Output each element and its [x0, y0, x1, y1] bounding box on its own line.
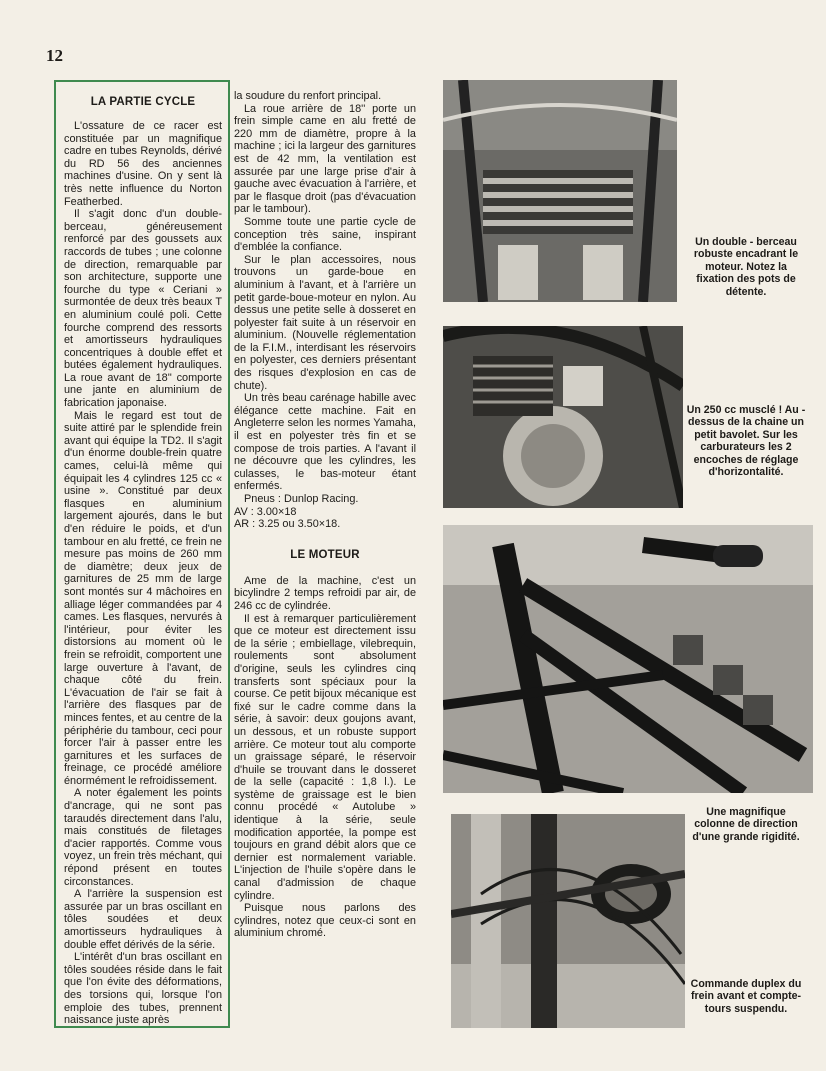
caption-steering-column: Une magnifique colonne de direction d'une grande rigidité. [692, 806, 800, 843]
paragraph: A noter également les points d'ancrage, qui ne sont pas taraudés directement dans l'alu, mais constitués de filetages d'acier rapportés. Comme vous voyez, un frein très méchant, qui répond présent en toutes circonstances. [64, 787, 222, 888]
paragraph: L'ossature de ce racer est constituée par un magnifique cadre en tubes Reynolds, dérivé du RD 56 des anciennes machines d'usine. On y sent là très nette influence du Norton Featherbed. [64, 120, 222, 208]
section-heading-moteur: LE MOTEUR [290, 548, 360, 561]
paragraph: A l'arrière la suspension est assurée par un bras oscillant en tôles soudées et deux amortisseurs hydrauliques à double effet dérivés de la série. [64, 888, 222, 951]
paragraph: Mais le regard est tout de suite attiré par le splendide frein avant qui équipe la TD2. Il s'agit d'un énorme double-frein quatre cames, celui-là même qui équipait les 4 cylindres 125 cc « usine ». Constitué par deux flasques en aluminium largement ajourés, dans le but d'en réduire le poids, et d'un tambour en alu fretté, ce frein ne mesure pas moins de 260 mm de diamètre; deux jeux de garnitures de 25 mm de large sont montés sur 4 mâchoires en alliage léger commandées par 4 cames. Les flasques, nervurés à l'intérieur, pour éviter les distorsions au moment où le frein se refroidit, comportent une large ouverture à l'avant, de chaque côté du frein. L'évacuation de l'air se fait à l'arrière des flasques par de minces fentes, et au centre de la périphérie du tambour, ceci pour forcer l'air à passer entre les garnitures et les surfaces de freinage, ce procédé améliore énormément le refroidissement. [64, 409, 222, 787]
paragraph: La roue arrière de 18'' porte un frein simple came en alu fretté de 220 mm de diamètre, propre à la machine ; ici la largeur des garnitures est de 42 mm, la ventilation est assurée par une large prise d'air à gauche avec évacuation à l'arrière, et par le flasque droit (pas d'évacuation par le tambour). [234, 102, 416, 216]
photo-steering-column [443, 525, 813, 793]
page-number: 12 [46, 46, 63, 65]
paragraph: Un très beau carénage habille avec élégance cette machine. Fait en Angleterre selon les normes Yamaha, il est en polyester très fin et se compose de trois parties. A l'avant il ne découvre que les cylindres, les culasses, le bas-moteur étant enfermés. [234, 392, 416, 493]
paragraph: la soudure du renfort principal. [234, 90, 382, 102]
section-heading-partie-cycle: LA PARTIE CYCLE [90, 96, 196, 108]
paragraph: Puisque nous parlons des cylindres, notez que ceux-ci sont en aluminium chromé. [234, 902, 416, 940]
frame-section-column [54, 80, 230, 1028]
photo-brake-control [451, 814, 685, 1028]
tyres-front: AV : 3.00×18 [234, 505, 297, 518]
tyres-rear: AR : 3.25 ou 3.50×18. [234, 518, 341, 531]
paragraph: Somme toute une partie cycle de conception très saine, inspirant d'emblée la confiance. [234, 215, 416, 254]
paragraph: L'intérêt d'un bras oscillant en tôles soudées réside dans le fait que l'on évite des déformations, des torsions qui, lorsque l'on emploie des tubes, prennent naissance juste après [64, 951, 222, 1027]
paragraph: Il s'agit donc d'un double-berceau, généreusement renforcé par des goussets aux raccords de tubes ; une colonne de direction, remarquable par son architecture, supporte une fourche du type « Ceriani » surmontée de deux très beaux T en aluminium coulé poli. Cette fourche comprend des ressorts et amortisseurs hydrauliques concentriques à double effet et butées également hydrauliques. La roue avant de 18'' comporte une jante en aluminium de fabrication japonaise. [64, 208, 222, 410]
paragraph: Ame de la machine, c'est un bicylindre 2 temps refroidi par air, de 246 cc de cylindrée. [234, 574, 416, 612]
tyres-title: Pneus : Dunlop Racing. [244, 493, 359, 505]
caption-engine-250cc: Un 250 cc musclé ! Au - dessus de la chaine un petit bavolet. Sur les carburateurs les 2 encoches de réglage d'horizontalité. [686, 404, 806, 479]
paragraph: Il est à remarquer particulièrement que ce moteur est directement issu de la série ; embiellage, vilebrequin, roulements sont absolument d'origine, seuls les cylindres cinq transferts sont spéciaux pour la course. Ce petit bijoux mécanique est fixé sur le cadre comme dans la série, à savoir: deux goujons avant, un dessous, et un robuste support arrière. Ce moteur tout alu comporte un graissage séparé, le réservoir d'huile se trouvant dans le dosseret de la selle (capacité : 1,8 l.). Le système de graissage est le bien connu procédé « Autolube » identique à la série, seule modification apportée, la pompe est toujours en grand débit alors que ce dernier est normalement variable. L'injection de l'huile s'opère dans le canal d'admission de chaque cylindre. [234, 612, 416, 902]
caption-engine-frame: Un double - berceau robuste encadrant le moteur. Notez la fixation des pots de détente. [693, 236, 799, 298]
photo-engine-250cc [443, 326, 683, 508]
text-column-2 [234, 90, 416, 1028]
caption-brake-control: Commande duplex du frein avant et compte-tours suspendu. [690, 978, 802, 1015]
photo-engine-frame [443, 80, 677, 302]
paragraph: Sur le plan accessoires, nous trouvons un garde-boue en aluminium à l'avant, et à l'arrière un petit garde-boue-moteur en nylon. Au dessus une petite selle à dosseret en polyester fait suite à un réservoir en aluminium. (Nouvelle réglementation de la F.I.M., interdisant les réservoirs en polyester, ces derniers présentant des risques d'explosion en cas de chute). [234, 253, 416, 392]
